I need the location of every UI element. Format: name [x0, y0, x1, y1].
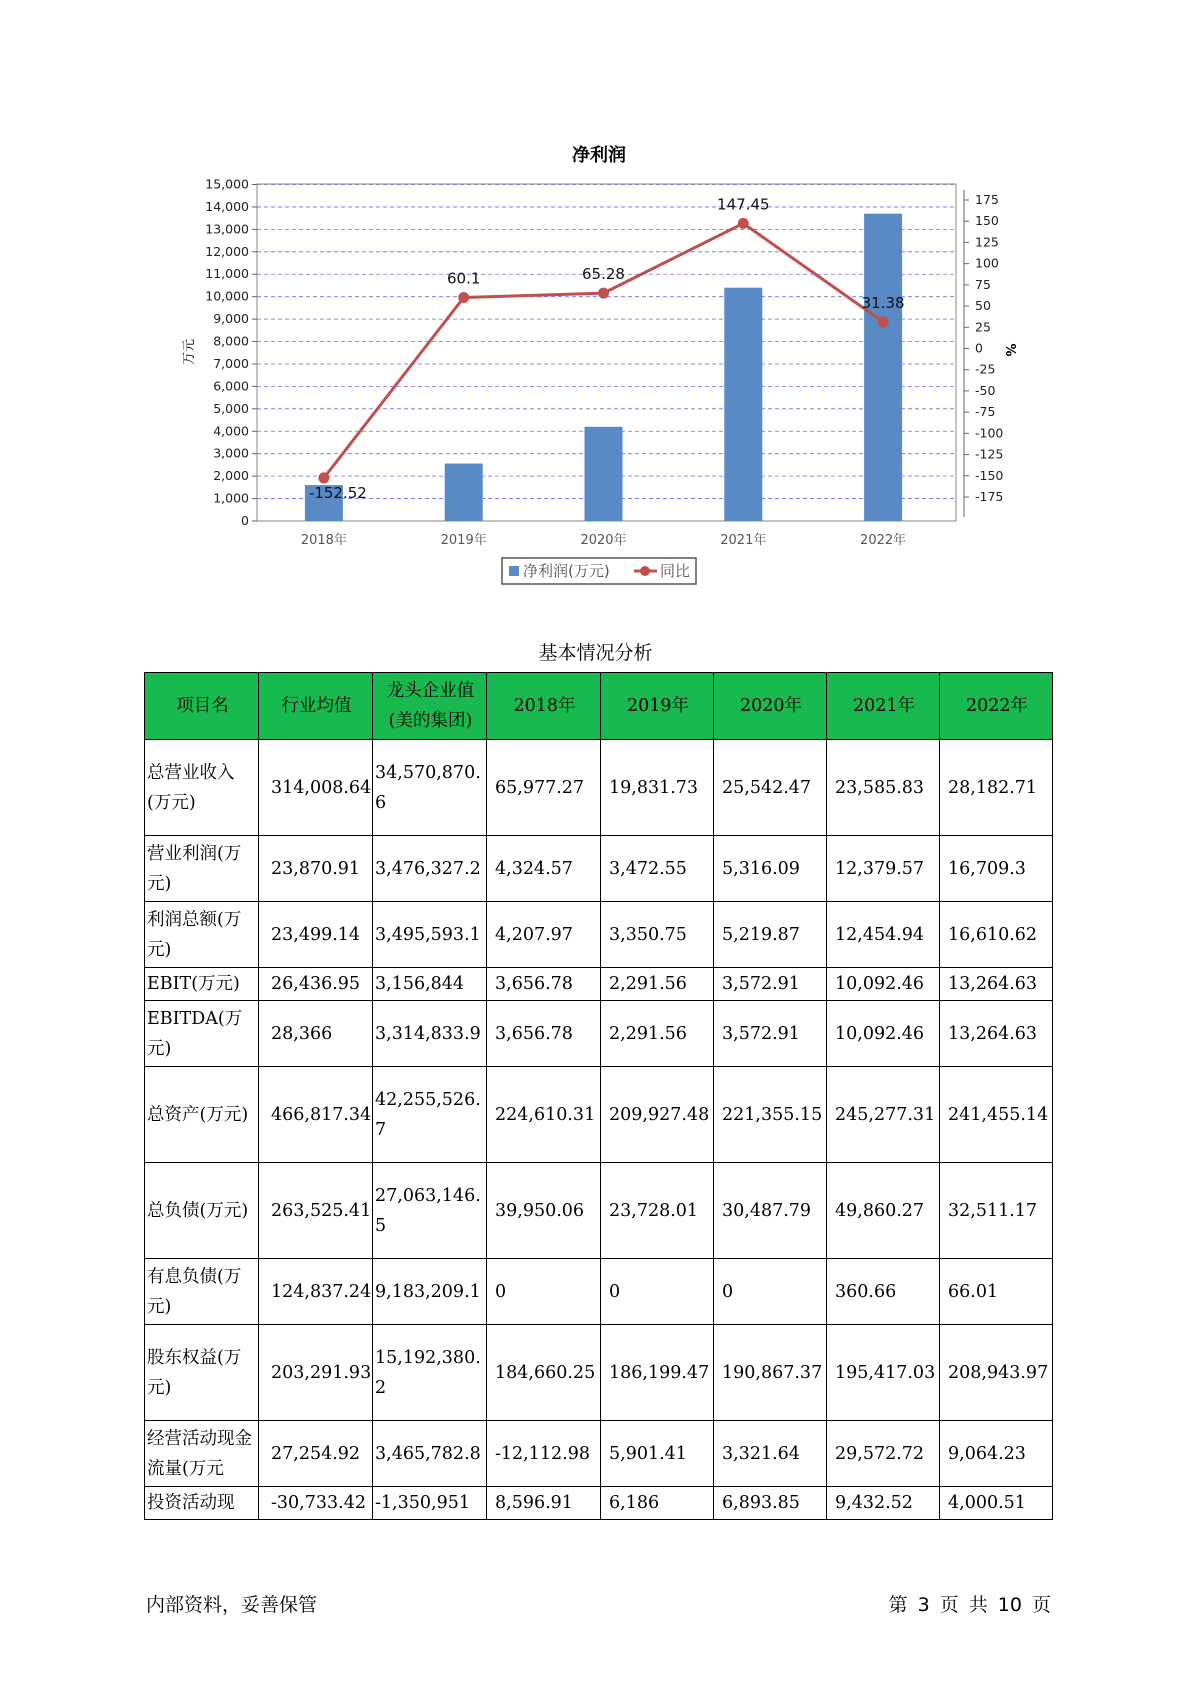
value-cell: 3,656.78 [487, 968, 601, 1001]
series-point [878, 316, 889, 327]
data-label: 31.38 [861, 293, 905, 312]
left-tick-label: 0 [241, 513, 249, 528]
value-cell: 209,927.48 [601, 1067, 714, 1163]
x-tick-label: 2018年 [300, 533, 347, 548]
header-2020: 2020年 [714, 673, 827, 740]
right-tick-label: 125 [975, 234, 999, 250]
series-point [598, 288, 609, 299]
x-tick-label: 2022年 [860, 533, 907, 548]
left-tick-label: 6,000 [213, 378, 249, 394]
left-tick-label: 8,000 [213, 333, 249, 349]
value-cell: 124,837.24 [259, 1259, 373, 1325]
value-cell: 360.66 [827, 1259, 940, 1325]
bar [445, 464, 483, 521]
left-tick-label: 5,000 [213, 400, 249, 416]
value-cell: 32,511.17 [940, 1163, 1053, 1259]
right-axis [964, 190, 1003, 517]
value-cell: 3,572.91 [714, 1001, 827, 1067]
value-cell: 186,199.47 [601, 1325, 714, 1421]
data-label: 65.28 [582, 265, 625, 284]
value-cell: 4,000.51 [940, 1487, 1053, 1520]
leader-value-cell: 3,314,833.9 [373, 1001, 487, 1067]
left-tick-label: 15,000 [205, 176, 249, 192]
leader-value-cell: -1,350,951 [373, 1487, 487, 1520]
header-2021: 2021年 [827, 673, 940, 740]
value-cell: -12,112.98 [487, 1421, 601, 1487]
value-cell: 49,860.27 [827, 1163, 940, 1259]
left-tick-label: 14,000 [205, 198, 249, 214]
table-row [145, 1067, 1053, 1163]
table-row [145, 968, 1053, 1001]
data-label: 147.45 [717, 195, 770, 214]
value-cell: 13,264.63 [940, 968, 1053, 1001]
row-label: EBIT(万元) [145, 968, 259, 1001]
leader-value-cell: 34,570,870.6 [373, 740, 487, 836]
right-tick-label: -75 [975, 404, 996, 420]
y-axis-label-right: % [1002, 343, 1017, 357]
bar [585, 427, 623, 521]
value-cell: 29,572.72 [827, 1421, 940, 1487]
header-industry-avg: 行业均值 [259, 673, 373, 740]
header-item-name: 项目名 [145, 673, 259, 740]
value-cell: 65,977.27 [487, 740, 601, 836]
left-tick-label: 3,000 [213, 445, 249, 461]
right-tick-label: 75 [975, 276, 991, 292]
value-cell: 3,572.91 [714, 968, 827, 1001]
left-tick-label: 2,000 [213, 468, 249, 484]
header-2022: 2022年 [940, 673, 1053, 740]
right-tick-label: 50 [975, 298, 991, 314]
value-cell: 203,291.93 [259, 1325, 373, 1421]
left-tick-label: 10,000 [205, 288, 249, 304]
row-label: EBITDA(万元) [145, 1001, 259, 1067]
row-label: 总营业收入(万元) [145, 740, 259, 836]
right-tick-label: -25 [975, 361, 996, 377]
value-cell: 221,355.15 [714, 1067, 827, 1163]
legend-line-marker [640, 566, 650, 576]
value-cell: 6,186 [601, 1487, 714, 1520]
bar [864, 214, 902, 521]
value-cell: 4,324.57 [487, 836, 601, 902]
leader-value-cell: 9,183,209.1 [373, 1259, 487, 1325]
value-cell: 27,254.92 [259, 1421, 373, 1487]
value-cell: 6,893.85 [714, 1487, 827, 1520]
data-label: 60.1 [446, 269, 481, 288]
value-cell: 4,207.97 [487, 902, 601, 968]
right-tick-label: -125 [975, 446, 1004, 462]
right-tick-label: 175 [975, 192, 999, 207]
value-cell: 3,350.75 [601, 902, 714, 968]
value-cell: 190,867.37 [714, 1325, 827, 1421]
bar [724, 288, 762, 521]
table-row [145, 1487, 1053, 1520]
right-tick-label: -175 [975, 489, 1004, 504]
row-label: 股东权益(万元) [145, 1325, 259, 1421]
net-profit-chart [0, 0, 1191, 600]
right-tick-label: -150 [975, 467, 1004, 483]
right-tick-label: 0 [975, 340, 983, 356]
value-cell: 16,709.3 [940, 836, 1053, 902]
value-cell: 19,831.73 [601, 740, 714, 836]
footer-page-number: 第 3 页 共 10 页 [888, 1594, 1051, 1616]
left-tick-label: 9,000 [213, 311, 249, 327]
value-cell: -30,733.42 [259, 1487, 373, 1520]
left-tick-label: 1,000 [213, 490, 249, 506]
series-point [738, 218, 749, 229]
table-row [145, 902, 1053, 968]
value-cell: 208,943.97 [940, 1325, 1053, 1421]
value-cell: 23,585.83 [827, 740, 940, 836]
row-label: 总负债(万元) [145, 1163, 259, 1259]
header-leader-value: 龙头企业值(美的集团) [373, 673, 487, 740]
right-tick-label: 100 [975, 255, 999, 271]
chart-title: 净利润 [572, 145, 626, 166]
row-label: 经营活动现金流量(万元 [145, 1421, 259, 1487]
value-cell: 245,277.31 [827, 1067, 940, 1163]
x-tick-label: 2021年 [720, 533, 767, 548]
value-cell: 0 [601, 1259, 714, 1325]
legend [502, 558, 696, 584]
x-tick-label: 2020年 [580, 533, 627, 548]
value-cell: 10,092.46 [827, 1001, 940, 1067]
value-cell: 28,182.71 [940, 740, 1053, 836]
value-cell: 12,379.57 [827, 836, 940, 902]
value-cell: 9,432.52 [827, 1487, 940, 1520]
leader-value-cell: 42,255,526.7 [373, 1067, 487, 1163]
value-cell: 241,455.14 [940, 1067, 1053, 1163]
value-cell: 23,870.91 [259, 836, 373, 902]
y-axis-label-left: 万元 [182, 338, 197, 366]
leader-value-cell: 15,192,380.2 [373, 1325, 487, 1421]
value-cell: 66.01 [940, 1259, 1053, 1325]
bar-series [305, 214, 902, 521]
legend-bar-label: 净利润(万元) [523, 562, 610, 580]
table-row [145, 1001, 1053, 1067]
x-tick-label: 2019年 [440, 533, 487, 548]
value-cell: 23,728.01 [601, 1163, 714, 1259]
right-tick-label: -100 [975, 425, 1004, 441]
value-cell: 3,321.64 [714, 1421, 827, 1487]
value-cell: 3,472.55 [601, 836, 714, 902]
value-cell: 224,610.31 [487, 1067, 601, 1163]
value-cell: 3,656.78 [487, 1001, 601, 1067]
series-point [458, 292, 469, 303]
table-row [145, 1421, 1053, 1487]
row-label: 总资产(万元) [145, 1067, 259, 1163]
table-row [145, 740, 1053, 836]
value-cell: 39,950.06 [487, 1163, 601, 1259]
left-tick-label: 7,000 [213, 355, 249, 371]
value-cell: 2,291.56 [601, 1001, 714, 1067]
right-tick-label: 25 [975, 319, 991, 335]
leader-value-cell: 3,465,782.8 [373, 1421, 487, 1487]
legend-bar-swatch [509, 566, 519, 576]
basic-analysis-table [144, 672, 1053, 1520]
table-row [145, 836, 1053, 902]
header-2019: 2019年 [601, 673, 714, 740]
value-cell: 23,499.14 [259, 902, 373, 968]
row-label: 有息负债(万元) [145, 1259, 259, 1325]
value-cell: 195,417.03 [827, 1325, 940, 1421]
series-point [318, 472, 329, 483]
leader-value-cell: 3,476,327.2 [373, 836, 487, 902]
row-label: 利润总额(万元) [145, 902, 259, 968]
table-caption: 基本情况分析 [538, 642, 653, 664]
value-cell: 28,366 [259, 1001, 373, 1067]
leader-value-cell: 27,063,146.5 [373, 1163, 487, 1259]
value-cell: 12,454.94 [827, 902, 940, 968]
value-cell: 5,901.41 [601, 1421, 714, 1487]
header-2018: 2018年 [487, 673, 601, 740]
value-cell: 184,660.25 [487, 1325, 601, 1421]
legend-line-label: 同比 [660, 562, 691, 580]
footer-confidential: 内部资料，妥善保管 [146, 1594, 318, 1616]
data-label: -152.52 [308, 483, 367, 502]
value-cell: 30,487.79 [714, 1163, 827, 1259]
value-cell: 8,596.91 [487, 1487, 601, 1520]
value-cell: 5,219.87 [714, 902, 827, 968]
left-axis [205, 177, 257, 529]
value-cell: 25,542.47 [714, 740, 827, 836]
value-cell: 26,436.95 [259, 968, 373, 1001]
value-cell: 263,525.41 [259, 1163, 373, 1259]
left-tick-label: 11,000 [205, 266, 249, 282]
value-cell: 2,291.56 [601, 968, 714, 1001]
table-row [145, 1325, 1053, 1421]
row-label: 投资活动现 [145, 1487, 259, 1520]
x-axis [301, 532, 906, 548]
left-tick-label: 4,000 [213, 423, 249, 439]
table-row [145, 1163, 1053, 1259]
table-row [145, 1259, 1053, 1325]
table-header-row [145, 673, 1053, 740]
value-cell: 314,008.64 [259, 740, 373, 836]
value-cell: 466,817.34 [259, 1067, 373, 1163]
value-cell: 5,316.09 [714, 836, 827, 902]
value-cell: 9,064.23 [940, 1421, 1053, 1487]
value-cell: 13,264.63 [940, 1001, 1053, 1067]
row-label: 营业利润(万元) [145, 836, 259, 902]
value-cell: 0 [487, 1259, 601, 1325]
right-tick-label: -50 [975, 382, 996, 398]
right-tick-label: 150 [975, 213, 999, 229]
value-cell: 16,610.62 [940, 902, 1053, 968]
value-cell: 0 [714, 1259, 827, 1325]
leader-value-cell: 3,495,593.1 [373, 902, 487, 968]
value-cell: 10,092.46 [827, 968, 940, 1001]
leader-value-cell: 3,156,844 [373, 968, 487, 1001]
left-tick-label: 13,000 [205, 221, 249, 237]
left-tick-label: 12,000 [205, 243, 249, 259]
